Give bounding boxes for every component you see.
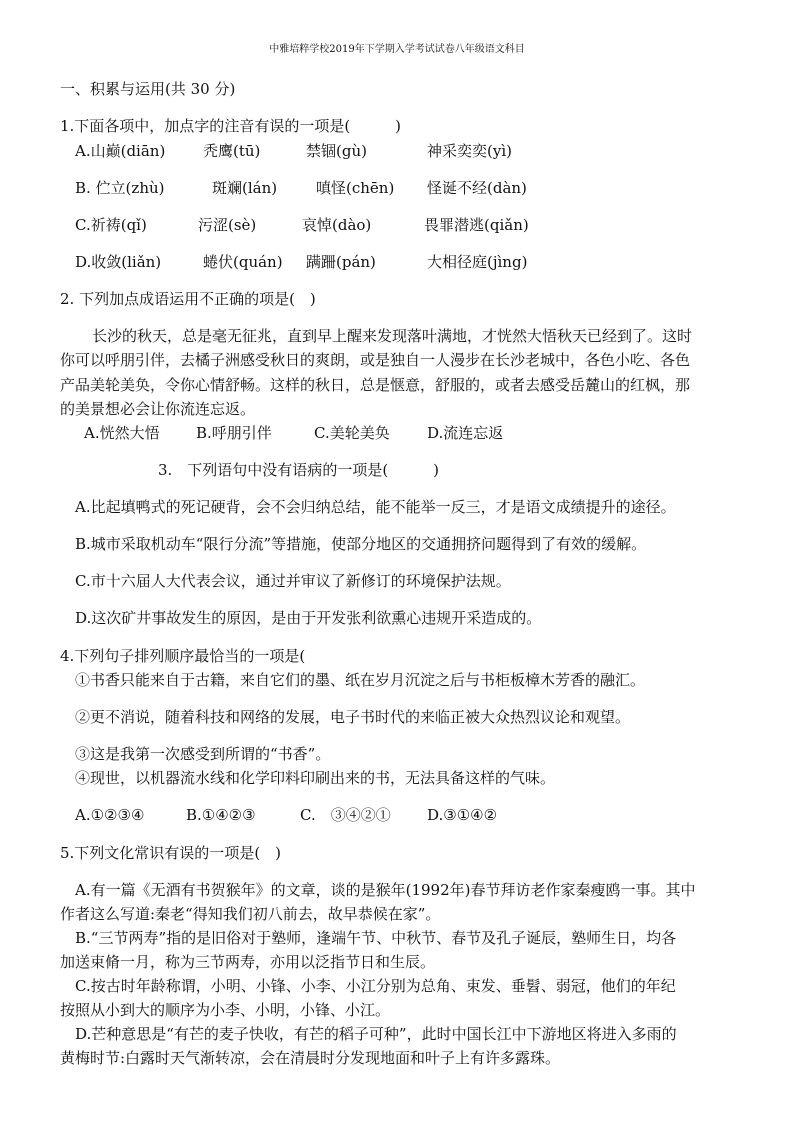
section-heading: 一、积累与运用(共 30 分) xyxy=(60,80,236,98)
option-b2: 斑斓(lán) xyxy=(212,179,278,197)
passage-line: 你可以呼朋引伴，去橘子洲感受秋日的爽朗，或是独自一人漫步在长沙老城中，各色小吃、各色 xyxy=(60,351,691,369)
option-c-line: C.按古时年龄称谓，小明、小锋、小李、小江分别为总角、束发、垂髫、弱冠，他们的年纪 xyxy=(75,977,676,995)
passage-line: 的美景想必会让你流连忘返。 xyxy=(60,400,256,418)
option-c4: 畏罪潜逃(qiǎn) xyxy=(424,216,529,234)
option-d: D.流连忘返 xyxy=(427,424,504,442)
option-b: B.①④②③ xyxy=(186,806,256,824)
sentence-4: ④现世，以机器流水线和化学印料印刷出来的书，无法具备这样的气味。 xyxy=(75,769,556,787)
option-d4: 大相径庭(jìng) xyxy=(427,253,528,271)
option-b: B.呼朋引伴 xyxy=(196,424,272,442)
option-a1: A.山巅(diān) xyxy=(75,142,166,160)
option-c2: 污涩(sè) xyxy=(198,216,257,234)
option-a: A.恍然大悟 xyxy=(84,424,160,442)
option-a-line: 作者这么写道:秦老“得知我们初八前去，故早恭候在家”。 xyxy=(60,905,441,923)
question-stem: 1.下面各项中，加点字的注音有误的一项是( ) xyxy=(60,117,402,135)
option-d2: 蜷伏(quán) xyxy=(203,253,283,271)
option-a: A.①②③④ xyxy=(75,806,145,824)
passage-line: 长沙的秋天，总是毫无征兆，直到早上醒来发现落叶满地，才恍然大悟秋天已经到了。这时 xyxy=(92,327,693,345)
sentence-3: ③这是我第一次感受到所谓的“书香”。 xyxy=(75,745,331,763)
option-a4: 神采奕奕(yì) xyxy=(427,142,512,160)
option-c1: C.祈祷(qǐ) xyxy=(75,216,147,234)
option-c-line: 按照从小到大的顺序为小李、小明，小锋、小江。 xyxy=(60,1001,391,1019)
option-b1: B. 伫立(zhù) xyxy=(75,179,165,197)
option-c: C.市十六届人大代表会议，通过并审议了新修订的环境保护法规。 xyxy=(75,572,511,590)
sentence-2: ②更不消说，随着科技和网络的发展，电子书时代的来临正被大众热烈议论和观望。 xyxy=(75,708,631,726)
question-stem: 2. 下列加点成语运用不正确的项是( ) xyxy=(60,290,316,308)
option-d1: D.收敛(liǎn) xyxy=(75,253,162,271)
option-c3: 哀悼(dào) xyxy=(302,216,372,234)
option-b-line: 加送束脩一月，称为三节两寿，亦用以泛指节日和生辰。 xyxy=(60,953,436,971)
option-d3: 蹒跚(pán) xyxy=(306,253,376,271)
option-c: C.美轮美奂 xyxy=(314,424,390,442)
option-a3: 禁锢(gù) xyxy=(306,142,367,160)
question-stem: 5.下列文化常识有误的一项是( ) xyxy=(60,844,282,862)
option-a2: 秃鹰(tū) xyxy=(203,142,261,160)
option-d-line: 黄梅时节:白露时天气渐转凉，会在清晨时分发现地面和叶子上有许多露珠。 xyxy=(60,1049,561,1067)
option-b-line: B.“三节两寿”指的是旧俗对于塾师，逢端午节、中秋节、春节及孔子诞辰，塾师生日，均各 xyxy=(75,929,677,947)
page-title: 中雅培粹学校2019年下学期入学考试试卷八年级语文科目 xyxy=(269,44,525,55)
option-d: D.这次矿井事故发生的原因，是由于开发张利欲熏心违规开采造成的。 xyxy=(75,609,542,627)
option-a-line: A.有一篇《无酒有书贺猴年》的文章，谈的是猴年(1992年)春节拜访老作家秦瘦鸥一事。其中 xyxy=(75,881,696,899)
question-stem: 4.下列句子排列顺序最恰当的一项是( xyxy=(60,647,306,665)
question-stem: 3. 下列语句中没有语病的一项是( ) xyxy=(158,461,440,479)
option-b4: 怪诞不经(dàn) xyxy=(427,179,527,197)
option-a: A.比起填鸭式的死记硬背，会不会归纳总结，能不能举一反三，才是语文成绩提升的途径。 xyxy=(75,498,676,516)
option-d: D.③①④② xyxy=(427,806,498,824)
option-b3: 嗔怪(chēn) xyxy=(316,179,395,197)
option-c: C. ③④②① xyxy=(300,806,391,824)
passage-line: 产品美轮美奂，令你心情舒畅。这样的秋日，总是惬意，舒服的，或者去感受岳麓山的红枫，那 xyxy=(60,376,691,394)
option-d-line: D.芒种意思是“有芒的麦子快收，有芒的稻子可种”，此时中国长江中下游地区将进入多雨的 xyxy=(75,1025,677,1043)
sentence-1: ①书香只能来自于古籍，来自它们的墨、纸在岁月沉淀之后与书柜板樟木芳香的融汇。 xyxy=(75,671,646,689)
option-b: B.城市采取机动车“限行分流”等措施，使部分地区的交通拥挤问题得到了有效的缓解。 xyxy=(75,535,647,553)
